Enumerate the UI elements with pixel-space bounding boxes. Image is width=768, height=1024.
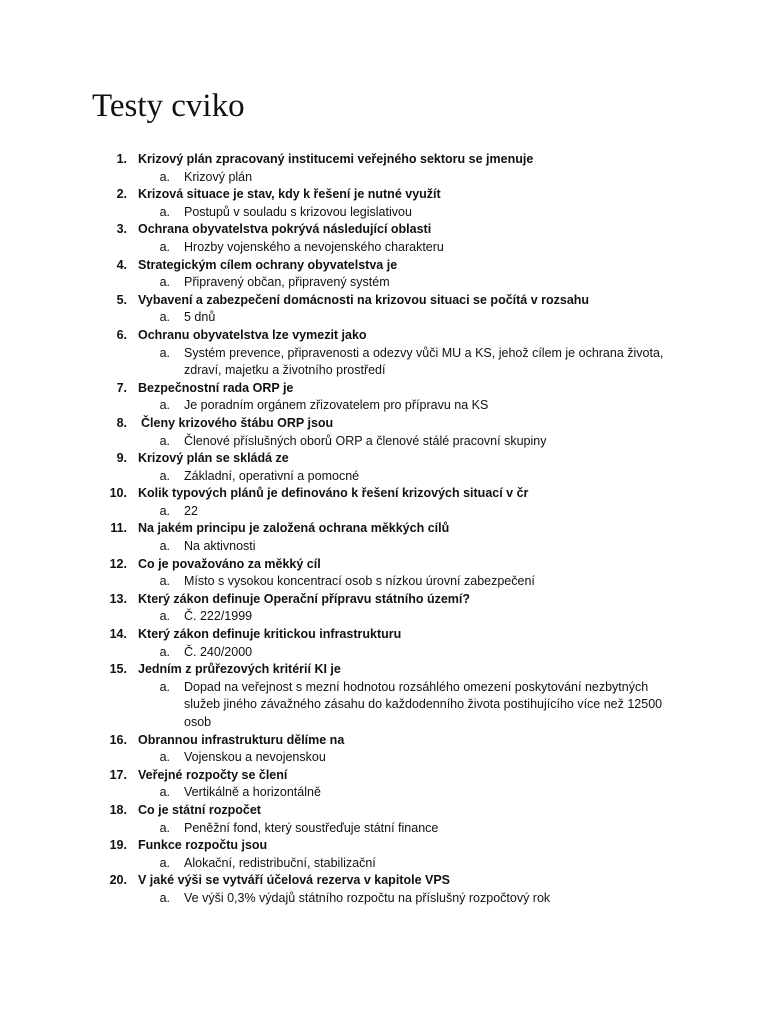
question-number: 10. — [109, 486, 127, 501]
answer-text: Místo s vysokou koncentrací osob s nízkou úrovní zabezpečení — [184, 574, 535, 589]
question-item-12 — [0, 556, 768, 591]
question-item-11 — [0, 520, 768, 555]
answer-text: Ve výši 0,3% výdajů státního rozpočtu na příslušný rozpočtový rok — [184, 890, 551, 905]
answer-letter: a. — [159, 275, 170, 290]
question-item-8 — [0, 415, 768, 450]
answer-letter: a. — [159, 820, 170, 835]
answer-text: Vertikálně a horizontálně — [184, 785, 321, 800]
question-text: Na jakém principu je založená ochrana měkkých cílů — [138, 521, 450, 536]
answer-text: Č. 240/2000 — [184, 644, 253, 659]
question-item-17 — [0, 767, 768, 802]
answer-letter: a. — [159, 503, 170, 518]
answer-text: Členové příslušných oborů ORP a členové stálé pracovní skupiny — [184, 433, 547, 448]
question-number: 4. — [116, 257, 127, 272]
question-number: 1. — [116, 152, 127, 166]
answer-letter: a. — [159, 345, 170, 360]
answer-text: Připravený občan, připravený systém — [184, 275, 390, 290]
answer-text: Je poradním orgánem zřizovatelem pro přípravu na KS — [184, 398, 489, 413]
answer-letter: a. — [159, 310, 170, 325]
question-item-6 — [0, 327, 768, 380]
question-item-19 — [0, 837, 768, 872]
question-item-20 — [0, 872, 768, 907]
answer-text: Vojenskou a nevojenskou — [184, 750, 326, 765]
question-number: 3. — [116, 222, 127, 237]
answer-letter: a. — [159, 539, 170, 554]
answer-letter: a. — [159, 609, 170, 624]
question-number: 13. — [109, 591, 127, 606]
question-number: 19. — [109, 838, 127, 853]
question-number: 7. — [116, 380, 127, 395]
question-item-14 — [0, 626, 768, 661]
answer-letter: a. — [159, 433, 170, 448]
answer-letter: a. — [159, 574, 170, 589]
answer-text: 5 dnů — [184, 310, 216, 325]
question-number: 8. — [116, 415, 127, 430]
question-text: Bezpečnostní rada ORP je — [138, 380, 294, 395]
question-number: 6. — [116, 327, 127, 342]
answer-letter: a. — [159, 679, 170, 694]
question-text: Krizová situace je stav, kdy k řešení je nutné využít — [138, 187, 441, 202]
answer-letter: a. — [159, 398, 170, 413]
question-text: Krizový plán zpracovaný institucemi veřejného sektoru se jmenuje — [138, 152, 534, 166]
answer-text: Základní, operativní a pomocné — [184, 468, 360, 483]
question-item-9 — [0, 450, 768, 485]
question-text: Funkce rozpočtu jsou — [138, 838, 268, 853]
question-list — [0, 151, 768, 908]
question-item-13 — [0, 591, 768, 626]
answer-letter: a. — [159, 785, 170, 800]
answer-text: Na aktivnosti — [184, 539, 256, 554]
question-text: Vybavení a zabezpečení domácnosti na krizovou situaci se počítá v rozsahu — [138, 292, 590, 307]
question-number: 20. — [109, 873, 127, 888]
answer-text: Č. 222/1999 — [184, 609, 253, 624]
question-text: V jaké výši se vytváří účelová rezerva v kapitole VPS — [138, 873, 450, 888]
question-item-16 — [0, 732, 768, 767]
question-item-18 — [0, 802, 768, 837]
answer-letter: a. — [159, 855, 170, 870]
question-text: Strategickým cílem ochrany obyvatelstva je — [138, 257, 398, 272]
question-text: Ochrana obyvatelstva pokrývá následující oblasti — [138, 222, 432, 237]
question-number: 2. — [116, 187, 127, 202]
answer-text: Systém prevence, připravenosti a odezvy vůči MU a KS, jehož cílem je ochrana života, zdraví, majetku a životního prostředí — [184, 345, 664, 378]
question-number: 14. — [109, 627, 127, 642]
question-text: Jedním z průřezových kritérií KI je — [138, 662, 341, 677]
question-item-5 — [0, 292, 768, 327]
answer-text: Krizový plán — [184, 169, 253, 184]
question-text: Který zákon definuje kritickou infrastrukturu — [138, 627, 402, 642]
question-number: 11. — [110, 521, 127, 536]
answer-letter: a. — [159, 468, 170, 483]
answer-letter: a. — [159, 239, 170, 254]
answer-letter: a. — [159, 169, 170, 184]
question-text: Co je státní rozpočet — [138, 802, 261, 817]
question-item-15 — [0, 661, 768, 731]
question-number: 9. — [116, 451, 127, 466]
question-text: Veřejné rozpočty se člení — [138, 767, 288, 782]
answer-text: Peněžní fond, který soustřeďuje státní finance — [184, 820, 439, 835]
answer-letter: a. — [159, 644, 170, 659]
question-item-4 — [0, 257, 768, 292]
question-item-10 — [0, 485, 768, 520]
document-title: Testy cviko — [92, 88, 245, 124]
answer-letter: a. — [159, 750, 170, 765]
question-item-7 — [0, 380, 768, 415]
answer-text: 22 — [184, 503, 198, 518]
question-text: Obrannou infrastrukturu dělíme na — [138, 732, 345, 747]
answer-text: Hrozby vojenského a nevojenského charakteru — [184, 239, 444, 254]
answer-text: Dopad na veřejnost s mezní hodnotou rozsáhlého omezení poskytování nezbytných služeb jiného závažného zásahu do každodenního života postihujícího více než 12500 osob — [184, 679, 663, 729]
answer-text: Postupů v souladu s krizovou legislativou — [184, 204, 412, 219]
question-number: 17. — [109, 767, 127, 782]
answer-letter: a. — [159, 890, 170, 905]
question-number: 5. — [116, 292, 127, 307]
question-text: Krizový plán se skládá ze — [138, 451, 289, 466]
question-text: Který zákon definuje Operační přípravu státního území? — [138, 591, 471, 606]
question-text: Členy krizového štábu ORP jsou — [141, 415, 334, 430]
question-number: 18. — [109, 802, 127, 817]
question-text: Ochranu obyvatelstva lze vymezit jako — [138, 327, 367, 342]
question-item-2 — [0, 186, 768, 221]
answer-text: Alokační, redistribuční, stabilizační — [184, 855, 376, 870]
question-text: Kolik typových plánů je definováno k řešení krizových situací v čr — [138, 486, 529, 501]
question-item-1 — [0, 151, 768, 186]
question-number: 16. — [109, 732, 127, 747]
answer-letter: a. — [159, 204, 170, 219]
question-number: 12. — [109, 556, 127, 571]
question-item-3 — [0, 221, 768, 256]
question-text: Co je považováno za měkký cíl — [138, 556, 321, 571]
question-number: 15. — [109, 662, 127, 677]
